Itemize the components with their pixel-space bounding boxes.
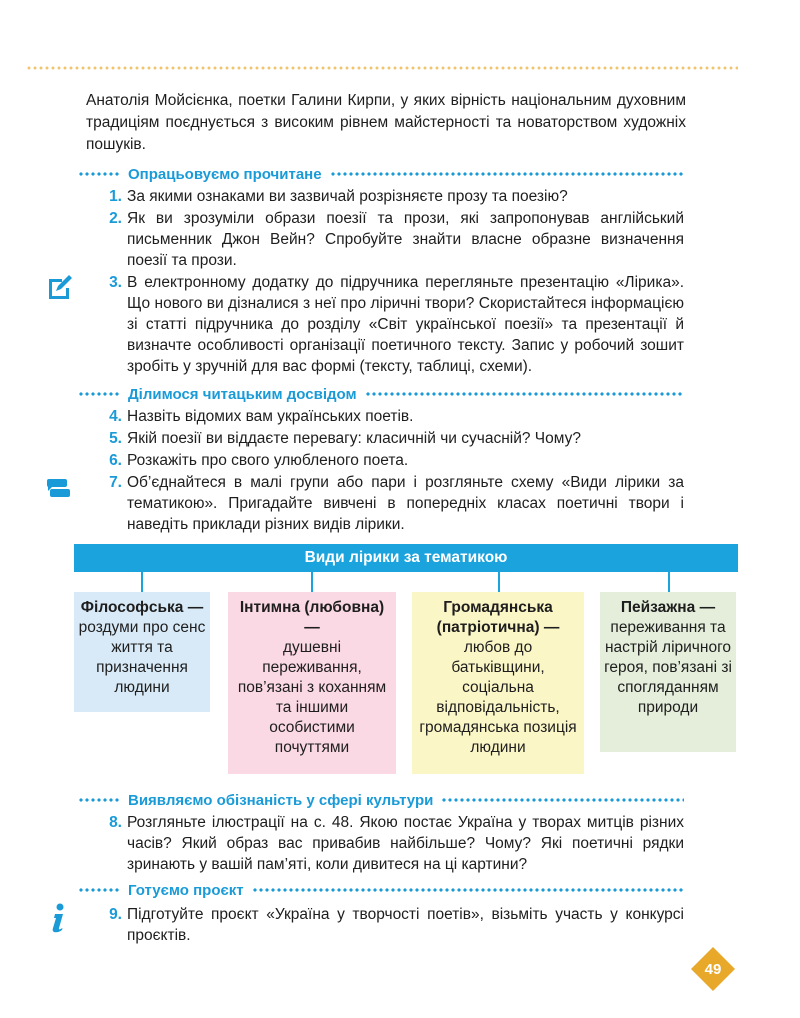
- box-text: переживання та настрій ліричного героя, пов’язані зі спогляданням природи: [604, 619, 732, 716]
- question-text: В електронному додатку до підручника перегляньте презентацію «Лірика». Що нового ви дізналися з неї про ліричні твори? Скористайтеся інформацією зі статті підручника до розділу «Світ української поезії» та презентації й визначте особливості організації поетичного тексту. Запис у робочий зошит зробіть у зручній для вас формі (тексту, таблиці, схеми).: [127, 274, 684, 375]
- section-title: Опрацьовуємо прочитане: [128, 165, 322, 183]
- write-icon: [46, 274, 74, 300]
- question-item: [104, 428, 684, 449]
- section-heading: [78, 164, 684, 184]
- section-title: Виявляємо обізнаність у сфері культури: [128, 791, 434, 809]
- question-number: 5.: [109, 430, 122, 447]
- question-text: Назвіть відомих вам українських поетів.: [127, 408, 414, 425]
- question-number: 7.: [109, 474, 122, 491]
- question-item: [104, 904, 684, 946]
- section-heading: [78, 880, 684, 900]
- section-title: Ділимося читацьким досвідом: [128, 385, 357, 403]
- question-text: Якій поезії ви віддаєте перевагу: класичній чи сучасній? Чому?: [127, 430, 581, 447]
- question-number: 1.: [109, 188, 122, 205]
- diagram-box-intimate: [228, 592, 396, 774]
- diagram-box-philosophical: [74, 592, 210, 712]
- diagram-connector: [141, 572, 143, 592]
- question-item: [104, 186, 684, 207]
- question-number: 9.: [109, 906, 122, 923]
- question-item: [104, 450, 684, 471]
- question-item: [104, 812, 684, 875]
- question-number: 8.: [109, 814, 122, 831]
- diagram-title: Види лірики за тематикою: [74, 544, 738, 572]
- box-text: любов до батьківщини, соціальна відповідальність, громадянська позиція людини: [419, 639, 577, 756]
- page-number-badge: [690, 946, 736, 992]
- question-number: 2.: [109, 210, 122, 227]
- question-item: [104, 272, 684, 377]
- info-icon: [48, 902, 68, 934]
- question-text: Розгляньте ілюстрації на с. 48. Якою постає Україна у творах митців різних часів? Який образ вас привабив найбільше? Чому? Які поетичні рядки зринають у вашій пам’яті, коли дивитеся на ці картини?: [127, 814, 684, 873]
- diagram-box-civic: [412, 592, 584, 774]
- question-number: 4.: [109, 408, 122, 425]
- box-title: Філософська —: [80, 599, 204, 616]
- intro-paragraph: Анатолія Мойсієнка, поетки Галини Кирпи, у яких вірність національним духовним традиціям поєднується з високим рівнем майстерності та новаторством художніх пошуків.: [86, 92, 686, 153]
- question-text: За якими ознаками ви зазвичай розрізняєте прозу та поезію?: [127, 188, 568, 205]
- question-item: [104, 208, 684, 271]
- diagram-connector: [311, 572, 313, 592]
- question-number: 6.: [109, 452, 122, 469]
- question-item: [104, 406, 684, 427]
- box-text: душевні переживання, пов’язані з коханням та іншими особистими почуттями: [237, 639, 387, 756]
- diagram-box-landscape: [600, 592, 736, 752]
- question-text: Підготуйте проєкт «Україна у творчості поетів», візьміть участь у конкурсі проєктів.: [127, 906, 684, 944]
- discussion-icon: [44, 476, 72, 502]
- box-text: роздуми про сенс життя та призначення людини: [78, 619, 206, 696]
- section-heading: [78, 384, 684, 404]
- box-title: Інтимна (любовна) —: [239, 599, 385, 636]
- question-number: 3.: [109, 274, 122, 291]
- diagram-connector: [668, 572, 670, 592]
- question-item: [104, 472, 684, 535]
- question-text: Об’єднайтеся в малі групи або пари і розгляньте схему «Види лірики за тематикою». Пригадайте вивчені в попередніх класах поетичні твори і наведіть приклади різних видів лірики.: [127, 474, 684, 533]
- box-title: Громадянська (патріотична) —: [436, 599, 560, 636]
- question-text: Як ви зрозуміли образи поезії та прози, які запропонував англійський письменник Джон Вейн? Спробуйте знайти власне образне визначення поезії та прози.: [127, 210, 684, 269]
- page-number: 49: [704, 960, 722, 978]
- box-title: Пейзажна —: [620, 599, 716, 616]
- top-dotted-rule: [26, 66, 738, 70]
- question-text: Розкажіть про свого улюбленого поета.: [127, 452, 409, 469]
- section-title: Готуємо проєкт: [128, 881, 244, 899]
- diagram-connector: [498, 572, 500, 592]
- section-heading: [78, 790, 684, 810]
